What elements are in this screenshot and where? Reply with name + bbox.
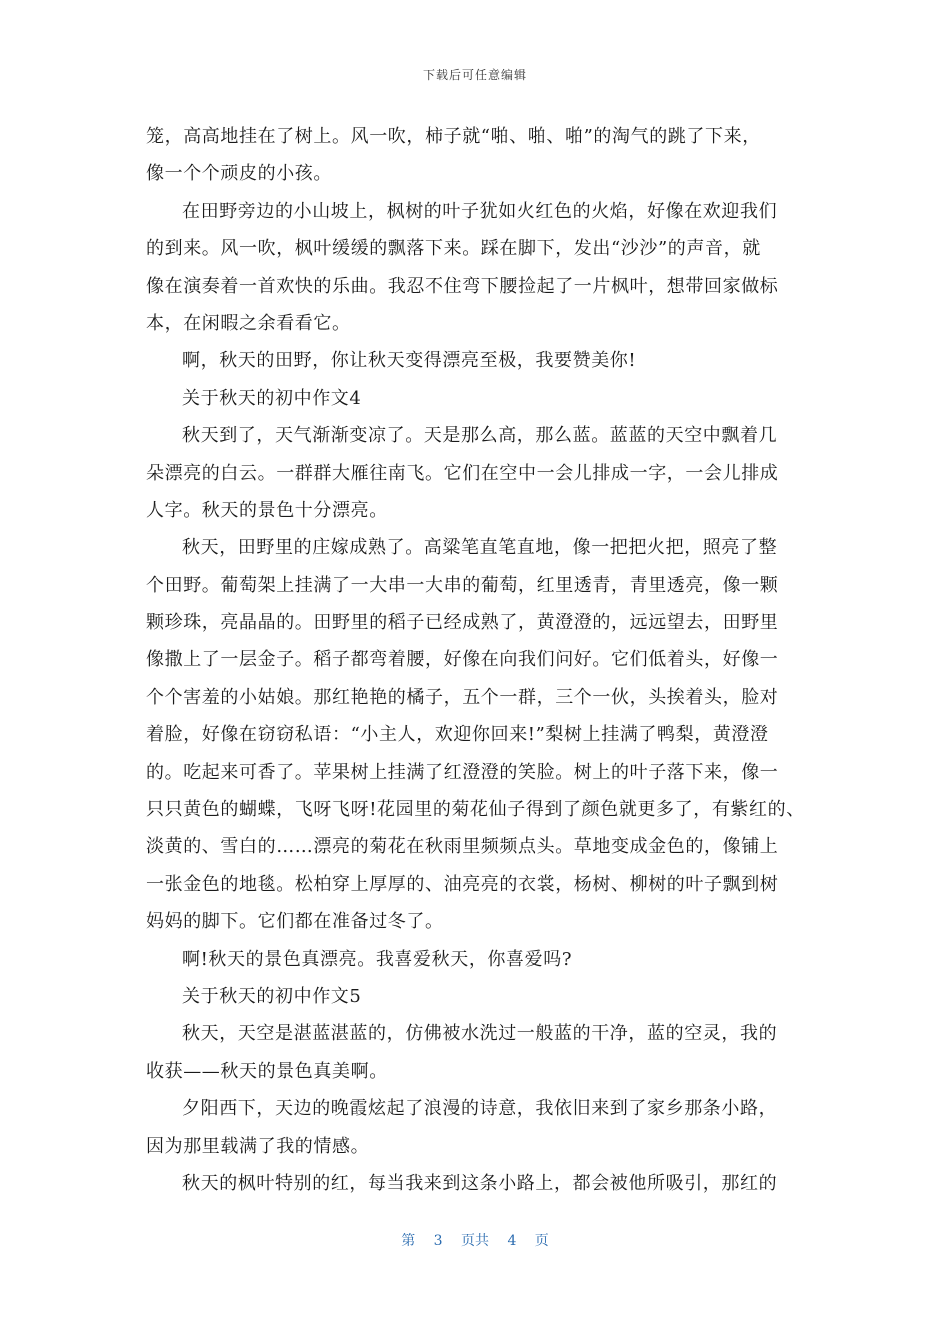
text-line: 的到来。风一吹，枫叶缓缓的飘落下来。踩在脚下，发出“沙沙”的声音，就 — [146, 238, 761, 260]
text-line: 关于秋天的初中作文4 — [182, 387, 362, 409]
text-line: 笼，高高地挂在了树上。风一吹，柿子就“啪、啪、啪”的淘气的跳了下来， — [146, 126, 761, 147]
text-line: 像撒上了一层金子。稻子都弯着腰，好像在向我们问好。它们低着头，好像一 — [146, 649, 779, 671]
text-line: 啊，秋天的田野，你让秋天变得漂亮至极，我要赞美你! — [182, 350, 637, 372]
text-line: 因为那里载满了我的情感。 — [146, 1135, 370, 1157]
text-line: 在田野旁边的小山坡上，枫树的叶子犹如火红色的火焰，好像在欢迎我们 — [182, 200, 778, 222]
text-line: 秋天的枫叶特别的红，每当我来到这条小路上，都会被他所吸引，那红的 — [182, 1172, 778, 1194]
text-line: 人字。秋天的景色十分漂亮。 — [146, 499, 388, 521]
text-line: 妈妈的脚下。它们都在准备过冬了。 — [146, 911, 444, 933]
text-line: 个个害羞的小姑娘。那红艳艳的橘子，五个一群，三个一伙，头挨着头，脸对 — [146, 686, 779, 708]
text-line: 像一个个顽皮的小孩。 — [146, 163, 332, 185]
text-line: 夕阳西下，天边的晚霞炫起了浪漫的诗意，我依旧来到了家乡那条小路， — [182, 1098, 778, 1120]
page-number: 第 3 页共 4 页 — [401, 1233, 549, 1249]
text-line: 秋天到了，天气渐渐变凉了。天是那么高，那么蓝。蓝蓝的天空中飘着几 — [182, 425, 778, 447]
text-line: 一张金色的地毯。松柏穿上厚厚的、油亮亮的衣裳，杨树、柳树的叶子飘到树 — [146, 873, 779, 895]
text-line: 像在演奏着一首欢快的乐曲。我忍不住弯下腰捡起了一片枫叶，想带回家做标 — [146, 275, 779, 297]
text-line: 个田野。葡萄架上挂满了一大串一大串的葡萄，红里透青，青里透亮，像一颗 — [146, 574, 779, 596]
text-line: 收获——秋天的景色真美啊。 — [146, 1060, 388, 1082]
text-line: 秋天，天空是湛蓝湛蓝的，仿佛被水洗过一般蓝的干净，蓝的空灵，我的 — [182, 1023, 778, 1045]
text-line: 关于秋天的初中作文5 — [182, 985, 362, 1007]
page-header: 下载后可任意编辑 — [422, 68, 527, 82]
text-line: 秋天，田野里的庄嫁成熟了。高粱笔直笔直地，像一把把火把，照亮了整 — [182, 537, 778, 559]
text-line: 朵漂亮的白云。一群群大雁往南飞。它们在空中一会儿排成一字，一会儿排成 — [146, 462, 779, 484]
text-line: 的。吃起来可香了。苹果树上挂满了红澄澄的笑脸。树上的叶子落下来，像一 — [146, 761, 779, 783]
text-line: 啊!秋天的景色真漂亮。我喜爱秋天，你喜爱吗? — [182, 948, 573, 970]
document-body — [146, 118, 814, 1202]
text-line: 颗珍珠，亮晶晶的。田野里的稻子已经成熟了，黄澄澄的，远远望去，田野里 — [146, 612, 779, 634]
text-line: 本，在闲暇之余看看它。 — [146, 312, 351, 334]
text-line: 只只黄色的蝴蝶，飞呀飞呀!花园里的菊花仙子得到了颜色就更多了，有紫红的、 — [146, 799, 805, 821]
text-line: 淡黄的、雪白的……漂亮的菊花在秋雨里频频点头。草地变成金色的，像铺上 — [146, 836, 779, 858]
text-line: 着脸，好像在窃窃私语：“小主人，欢迎你回来!”梨树上挂满了鸭梨，黄澄澄 — [146, 724, 769, 746]
